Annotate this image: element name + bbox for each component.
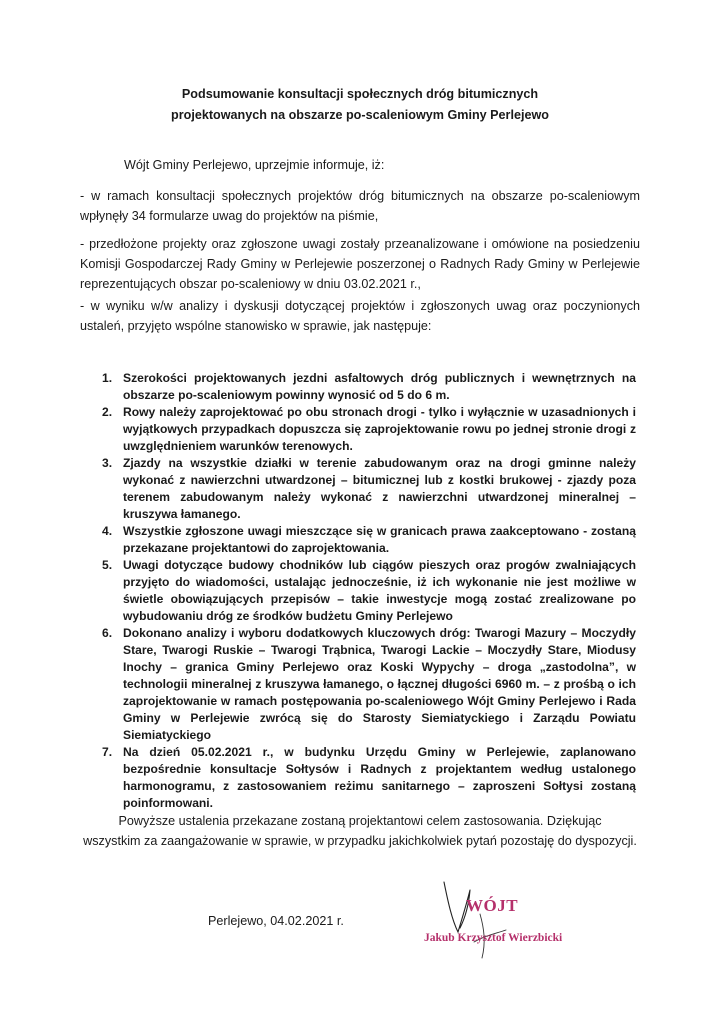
decision-text: Rowy należy zaprojektować po obu stronach drogi - tylko i wyłącznie w uzasadnionych i wyjątkowych przypadkach dopuszcza się zaprojektowanie rowu po jednej stronie drogi z uwzględnieniem warunków terenowych. (123, 405, 636, 453)
decision-item (86, 404, 636, 455)
decisions-list (86, 370, 636, 812)
handwritten-signature-icon (414, 872, 584, 962)
decision-item (86, 625, 636, 744)
stamp-name: Jakub Krzysztof Wierzbicki (424, 932, 563, 944)
closing-line-2: wszystkim za zaangażowanie w sprawie, w przypadku jakichkolwiek pytań pozostaję do dyspozycji. (83, 834, 637, 848)
decision-item (86, 744, 636, 812)
decision-text: Zjazdy na wszystkie działki w terenie zabudowanym oraz na drogi gminne należy wykonać z nawierzchni utwardzonej – bitumicznej lub z kostki brukowej - zjazdy poza terenem zabudowanym należy wykonać z nawierzchni utwardzonej mineralnej – kruszywa łamanego. (123, 456, 636, 521)
closing-paragraph (80, 811, 640, 851)
decision-number: 5. (102, 558, 113, 572)
decision-text: Dokonano analizy i wyboru dodatkowych kluczowych dróg: Twarogi Mazury – Moczydły Stare, Twarogi Ruskie – Twarogi Trąbnica, Twarogi Lackie – Moczydły Stare, Miodusy Inochy – granica Gminy Perlejewo oraz Koski Wypychy – droga „zastodolna”, w technologii mineralnej z kruszywa łamanego, o łącznej długości 6960 m. – z prośbą o ich zaprojektowanie w ramach postępowania po-scaleniowego Wójt Gminy Perlejewo i Rada Gminy w Perlejewie zwrócą się do Starosty Siemiatyckiego i Zarządu Powiatu Siemiatyckiego (123, 626, 636, 742)
decision-number: 4. (102, 524, 113, 538)
greeting: Wójt Gminy Perlejewo, uprzejmie informuje, iż: (124, 158, 385, 172)
decision-item (86, 455, 636, 523)
paragraph-analysis: - przedłożone projekty oraz zgłoszone uwagi zostały przeanalizowane i omówione na posiedzeniu Komisji Gospodarczej Rady Gminy w Perlejewie poszerzonej o Radnych Rady Gminy w Perlejewie reprezentujących obszar po-scaleniowy w dniu 03.02.2021 r., (80, 237, 640, 291)
paragraph-submissions: - w ramach konsultacji społecznych projektów dróg bitumicznych na obszarze po-scaleniowym wpłynęły 34 formularze uwag do projektów na piśmie, (80, 189, 640, 223)
decision-text: Na dzień 05.02.2021 r., w budynku Urzędu Gminy w Perlejewie, zaplanowano bezpośrednie konsultacje Sołtysów i Radnych z projektantem według ustalonego harmonogramu, z zastosowaniem reżimu sanitarnego – zaproszeni Sołtysi zostaną poinformowani. (123, 745, 636, 810)
document-title (80, 84, 640, 126)
decision-text: Uwagi dotyczące budowy chodników lub ciągów pieszych oraz progów zwalniających przyjęto do wiadomości, ustalając jednocześnie, iż ich wykonanie nie jest możliwe w świetle obowiązujących przepisów – takie inwestycje mogą zostać zrealizowane po wybudowaniu dróg ze środków budżetu Gminy Perlejewo (123, 558, 636, 623)
decision-number: 3. (102, 456, 113, 470)
closing-line-1: Powyższe ustalenia przekazane zostaną projektantowi celem zastosowania. Dziękując (118, 814, 602, 828)
place-and-date: Perlejewo, 04.02.2021 r. (208, 914, 344, 928)
official-stamp (414, 872, 584, 962)
paragraph-position: - w wyniku w/w analizy i dyskusji dotyczącej projektów i zgłoszonych uwag oraz poczynionych ustaleń, przyjęto wspólne stanowisko w sprawie, jak następuje: (80, 299, 640, 333)
document-title-line-1: Podsumowanie konsultacji społecznych dróg bitumicznych (181, 87, 539, 101)
decision-item (86, 370, 636, 404)
decision-number: 1. (102, 371, 113, 385)
decision-item (86, 557, 636, 625)
document-title-line-2: projektowanych na obszarze po-scaleniowym Gminy Perlejewo (171, 108, 549, 122)
decision-text: Szerokości projektowanych jezdni asfaltowych dróg publicznych i wewnętrznych na obszarze po-scaleniowym powinny wynosić od 5 do 6 m. (123, 371, 636, 402)
decision-number: 7. (102, 745, 113, 759)
decision-text: Wszystkie zgłoszone uwagi mieszczące się w granicach prawa zaakceptowano - zostaną przekazane projektantowi do zaprojektowania. (123, 524, 636, 555)
stamp-title: WÓJT (466, 896, 519, 915)
decision-item (86, 523, 636, 557)
decision-number: 2. (102, 405, 113, 419)
decision-number: 6. (102, 626, 113, 640)
